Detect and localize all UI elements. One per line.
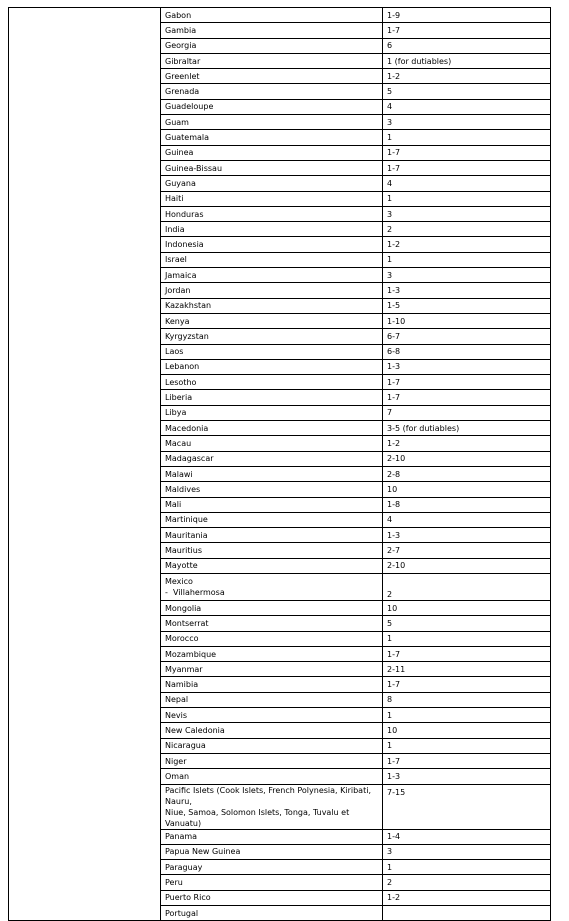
days-cell: 2-8 <box>383 466 551 481</box>
country-cell: Libya <box>161 405 383 420</box>
days-cell: 2 <box>383 222 551 237</box>
country-cell: Kyrgyzstan <box>161 329 383 344</box>
country-cell: Madagascar <box>161 451 383 466</box>
days-cell: 1 (for dutiables) <box>383 53 551 68</box>
country-delivery-table <box>8 7 551 921</box>
days-cell: 7 <box>383 405 551 420</box>
days-cell: 3 <box>383 268 551 283</box>
country-cell: Mauritius <box>161 543 383 558</box>
country-cell: Peru <box>161 875 383 890</box>
country-cell: Kenya <box>161 313 383 328</box>
days-cell: 1-7 <box>383 375 551 390</box>
country-cell: Greenlet <box>161 69 383 84</box>
days-cell: 1 <box>383 191 551 206</box>
days-cell: 1-9 <box>383 8 551 23</box>
days-cell: 7-15 <box>383 784 551 829</box>
days-cell: 1-5 <box>383 298 551 313</box>
days-cell: 10 <box>383 482 551 497</box>
days-cell: 2-11 <box>383 662 551 677</box>
days-cell: 1-7 <box>383 160 551 175</box>
days-cell: 1-7 <box>383 677 551 692</box>
days-cell: 10 <box>383 600 551 615</box>
days-cell: 4 <box>383 512 551 527</box>
days-cell: 1-3 <box>383 528 551 543</box>
country-name: Mexico <box>165 576 193 586</box>
country-cell: New Caledonia <box>161 723 383 738</box>
country-subregion: - Villahermosa <box>165 587 225 597</box>
days-cell: 6-7 <box>383 329 551 344</box>
country-cell: Lesotho <box>161 375 383 390</box>
table-row <box>9 8 551 23</box>
country-cell: Gambia <box>161 23 383 38</box>
days-cell: 1-8 <box>383 497 551 512</box>
country-line-1: Pacific Islets (Cook Islets, French Polynesia, Kiribati, Nauru, <box>165 785 371 806</box>
country-cell: Papua New Guinea <box>161 844 383 859</box>
country-cell: Nepal <box>161 692 383 707</box>
days-cell: 6 <box>383 38 551 53</box>
days-cell: 3-5 (for dutiables) <box>383 421 551 436</box>
country-cell: India <box>161 222 383 237</box>
document-page <box>8 7 550 918</box>
country-cell: Grenada <box>161 84 383 99</box>
country-cell: Guam <box>161 115 383 130</box>
days-cell: 1 <box>383 708 551 723</box>
days-cell: 2-10 <box>383 558 551 573</box>
country-cell: Jordan <box>161 283 383 298</box>
days-cell: 1 <box>383 252 551 267</box>
country-cell: Nicaragua <box>161 738 383 753</box>
country-cell: Portugal <box>161 906 383 921</box>
days-cell: 1-2 <box>383 890 551 905</box>
country-cell: Kazakhstan <box>161 298 383 313</box>
days-cell: 3 <box>383 206 551 221</box>
country-cell: Oman <box>161 769 383 784</box>
country-cell <box>161 573 383 600</box>
days-cell: 1-2 <box>383 69 551 84</box>
country-cell: Mongolia <box>161 600 383 615</box>
days-cell: 2 <box>383 875 551 890</box>
country-cell: Guyana <box>161 176 383 191</box>
table-body <box>9 8 551 921</box>
country-cell: Morocco <box>161 631 383 646</box>
days-cell: 4 <box>383 99 551 114</box>
days-cell: 1 <box>383 738 551 753</box>
country-cell: Paraguay <box>161 860 383 875</box>
country-cell: Mozambique <box>161 646 383 661</box>
days-cell: 1-7 <box>383 145 551 160</box>
country-cell: Georgia <box>161 38 383 53</box>
days-cell: 2 <box>383 573 551 600</box>
days-cell <box>383 906 551 921</box>
days-cell: 1 <box>383 860 551 875</box>
days-cell: 1-7 <box>383 23 551 38</box>
days-cell: 1-3 <box>383 769 551 784</box>
days-cell: 10 <box>383 723 551 738</box>
country-cell <box>161 784 383 829</box>
country-cell: Myanmar <box>161 662 383 677</box>
days-cell: 1-3 <box>383 283 551 298</box>
days-cell: 5 <box>383 84 551 99</box>
days-cell: 4 <box>383 176 551 191</box>
country-cell: Nevis <box>161 708 383 723</box>
country-cell: Mali <box>161 497 383 512</box>
days-cell: 3 <box>383 115 551 130</box>
country-cell: Guatemala <box>161 130 383 145</box>
country-cell: Mayotte <box>161 558 383 573</box>
country-cell: Gibraltar <box>161 53 383 68</box>
country-cell: Gabon <box>161 8 383 23</box>
days-cell: 1-7 <box>383 753 551 768</box>
country-cell: Maldives <box>161 482 383 497</box>
country-cell: Macedonia <box>161 421 383 436</box>
country-cell: Panama <box>161 829 383 844</box>
country-cell: Guinea <box>161 145 383 160</box>
days-cell: 1-7 <box>383 390 551 405</box>
country-cell: Niger <box>161 753 383 768</box>
days-cell: 1-7 <box>383 646 551 661</box>
days-cell: 8 <box>383 692 551 707</box>
country-cell: Montserrat <box>161 616 383 631</box>
country-cell: Namibia <box>161 677 383 692</box>
country-cell: Mauritania <box>161 528 383 543</box>
country-cell: Honduras <box>161 206 383 221</box>
country-cell: Laos <box>161 344 383 359</box>
country-cell: Puerto Rico <box>161 890 383 905</box>
country-cell: Jamaica <box>161 268 383 283</box>
country-cell: Lebanon <box>161 359 383 374</box>
days-cell: 6-8 <box>383 344 551 359</box>
country-cell: Guinea-Bissau <box>161 160 383 175</box>
days-cell: 1 <box>383 130 551 145</box>
days-cell: 1-2 <box>383 436 551 451</box>
country-cell: Haiti <box>161 191 383 206</box>
country-cell: Malawi <box>161 466 383 481</box>
country-line-2: Niue, Samoa, Solomon Islets, Tonga, Tuvalu et Vanuatu) <box>165 807 350 828</box>
days-cell: 1-3 <box>383 359 551 374</box>
country-cell: Liberia <box>161 390 383 405</box>
days-cell: 2-7 <box>383 543 551 558</box>
days-cell: 1-4 <box>383 829 551 844</box>
days-cell: 1-2 <box>383 237 551 252</box>
days-cell: 5 <box>383 616 551 631</box>
days-cell: 1-10 <box>383 313 551 328</box>
country-cell: Indonesia <box>161 237 383 252</box>
days-cell: 1 <box>383 631 551 646</box>
blank-column-cell <box>9 8 161 921</box>
days-cell: 3 <box>383 844 551 859</box>
country-cell: Israel <box>161 252 383 267</box>
country-cell: Martinique <box>161 512 383 527</box>
days-cell: 2-10 <box>383 451 551 466</box>
country-cell: Guadeloupe <box>161 99 383 114</box>
country-cell: Macau <box>161 436 383 451</box>
